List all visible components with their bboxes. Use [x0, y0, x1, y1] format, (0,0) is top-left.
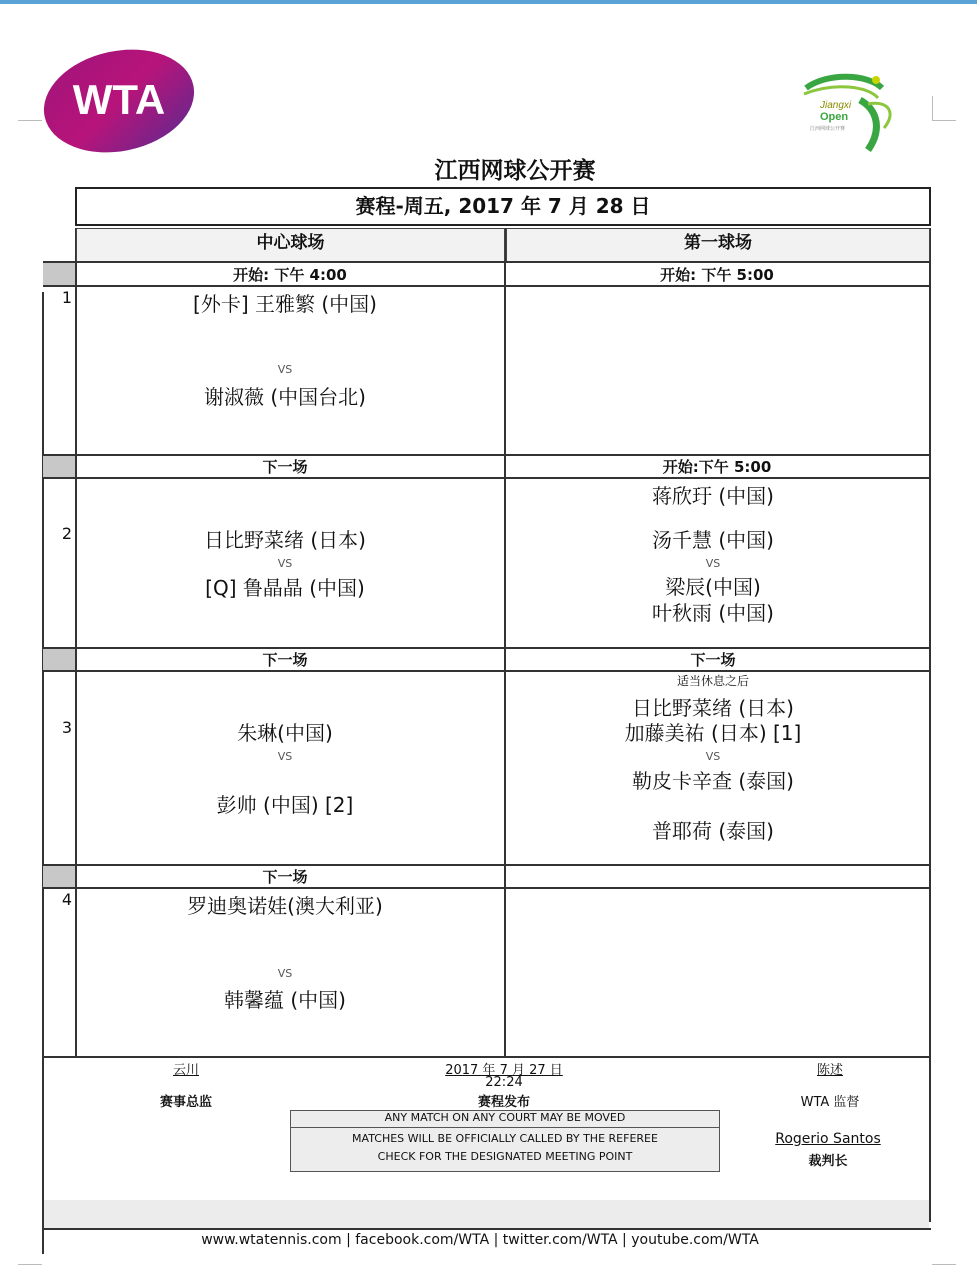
row-number: 1	[61, 288, 72, 307]
divider	[43, 1056, 931, 1058]
notice-line: MATCHES WILL BE OFFICIALLY CALLED BY THE REFEREE	[352, 1132, 658, 1145]
player-name: 韩馨蕴 (中国)	[224, 988, 346, 1012]
notice-line: CHECK FOR THE DESIGNATED MEETING POINT	[377, 1150, 633, 1163]
row2-center-start: 下一场	[262, 458, 308, 476]
player-name: [Q] 鲁晶晶 (中国)	[205, 576, 365, 600]
tournament-director-title: 赛事总监	[159, 1095, 212, 1110]
player-name: 梁辰(中国)	[665, 575, 761, 599]
divider	[43, 887, 931, 889]
publish-time: 22:24	[485, 1075, 523, 1090]
social-links: www.wtatennis.com | facebook.com/WTA | twitter.com/WTA | youtube.com/WTA	[201, 1232, 759, 1248]
notice-divider	[290, 1127, 720, 1128]
wta-logo	[42, 48, 196, 154]
tournament-director-name: 云川	[172, 1063, 199, 1078]
court-header-court1: 第一球场	[506, 228, 930, 262]
player-name: 叶秋雨 (中国)	[652, 601, 774, 625]
player-name: 勒皮卡辛查 (泰国)	[632, 769, 794, 793]
rest-note: 适当休息之后	[676, 674, 749, 688]
referee-title: 裁判长	[808, 1154, 848, 1169]
wta-supervisor-title: WTA 监督	[800, 1095, 860, 1110]
row1-center-start: 开始: 下午 4:00	[233, 266, 347, 284]
left-frame	[42, 292, 44, 1254]
player-name: 汤千慧 (中国)	[652, 528, 774, 552]
grid-left-line	[75, 228, 77, 1056]
wta-supervisor-name: 陈述	[816, 1063, 843, 1078]
grid-center-line	[504, 228, 506, 1056]
vs-label: VS	[277, 967, 293, 980]
vs-label: VS	[705, 750, 721, 763]
row1-court1-start: 开始: 下午 5:00	[660, 266, 774, 284]
divider	[43, 1228, 931, 1230]
player-name: 加藤美祐 (日本) [1]	[624, 721, 802, 745]
player-name: 日比野菜绪 (日本)	[204, 528, 366, 552]
notice-line: ANY MATCH ON ANY COURT MAY BE MOVED	[384, 1111, 626, 1124]
crop-mark	[932, 96, 933, 120]
player-name: 日比野菜绪 (日本)	[632, 696, 794, 720]
divider	[43, 261, 931, 263]
publish-date: 2017 年 7 月 27 日	[445, 1063, 563, 1078]
vs-label: VS	[277, 363, 293, 376]
player-name: 彭帅 (中国) [2]	[216, 793, 354, 817]
row-band-marker	[43, 456, 75, 478]
player-name: 罗迪奥诺娃(澳大利亚)	[187, 894, 383, 918]
row3-court1-start: 下一场	[690, 651, 736, 669]
grid-right-line	[929, 228, 931, 1222]
svg-text:WTA: WTA	[72, 76, 166, 123]
publish-label: 赛程发布	[477, 1095, 530, 1110]
row-number: 2	[61, 524, 72, 543]
crop-mark	[18, 1264, 42, 1265]
player-name: 普耶荷 (泰国)	[652, 819, 774, 843]
row-band-marker	[43, 649, 75, 671]
row-band-marker	[43, 866, 75, 888]
row2-court1-start: 开始:下午 5:00	[662, 458, 772, 476]
player-name: [外卡] 王雅繁 (中国)	[193, 292, 377, 316]
referee-name: Rogerio Santos	[775, 1131, 881, 1147]
row3-center-start: 下一场	[262, 651, 308, 669]
court-header-center: 中心球场	[76, 228, 505, 262]
jiangxi-open-logo	[798, 70, 902, 152]
player-name: 蒋欣玗 (中国)	[652, 484, 774, 508]
svg-text:江西网球公开赛: 江西网球公开赛	[810, 126, 846, 132]
top-border	[0, 0, 977, 4]
schedule-date: 赛程-周五, 2017 年 7 月 28 日	[75, 187, 931, 226]
divider	[43, 477, 931, 479]
crop-mark	[18, 120, 42, 121]
crop-mark	[932, 1264, 956, 1265]
vs-label: VS	[277, 557, 293, 570]
row-number: 3	[61, 718, 72, 737]
player-name: 朱琳(中国)	[237, 721, 333, 745]
vs-label: VS	[705, 557, 721, 570]
divider	[43, 285, 931, 287]
footer-band	[44, 1200, 929, 1228]
crop-mark	[932, 120, 956, 121]
row-number: 4	[61, 890, 72, 909]
player-name: 谢淑薇 (中国台北)	[204, 385, 366, 409]
vs-label: VS	[277, 750, 293, 763]
row-band-marker	[43, 262, 75, 286]
svg-text:Jiangxi: Jiangxi	[820, 100, 852, 111]
page-title: 江西网球公开赛	[434, 158, 596, 184]
svg-text:Open: Open	[820, 111, 849, 123]
row4-center-start: 下一场	[262, 868, 308, 886]
